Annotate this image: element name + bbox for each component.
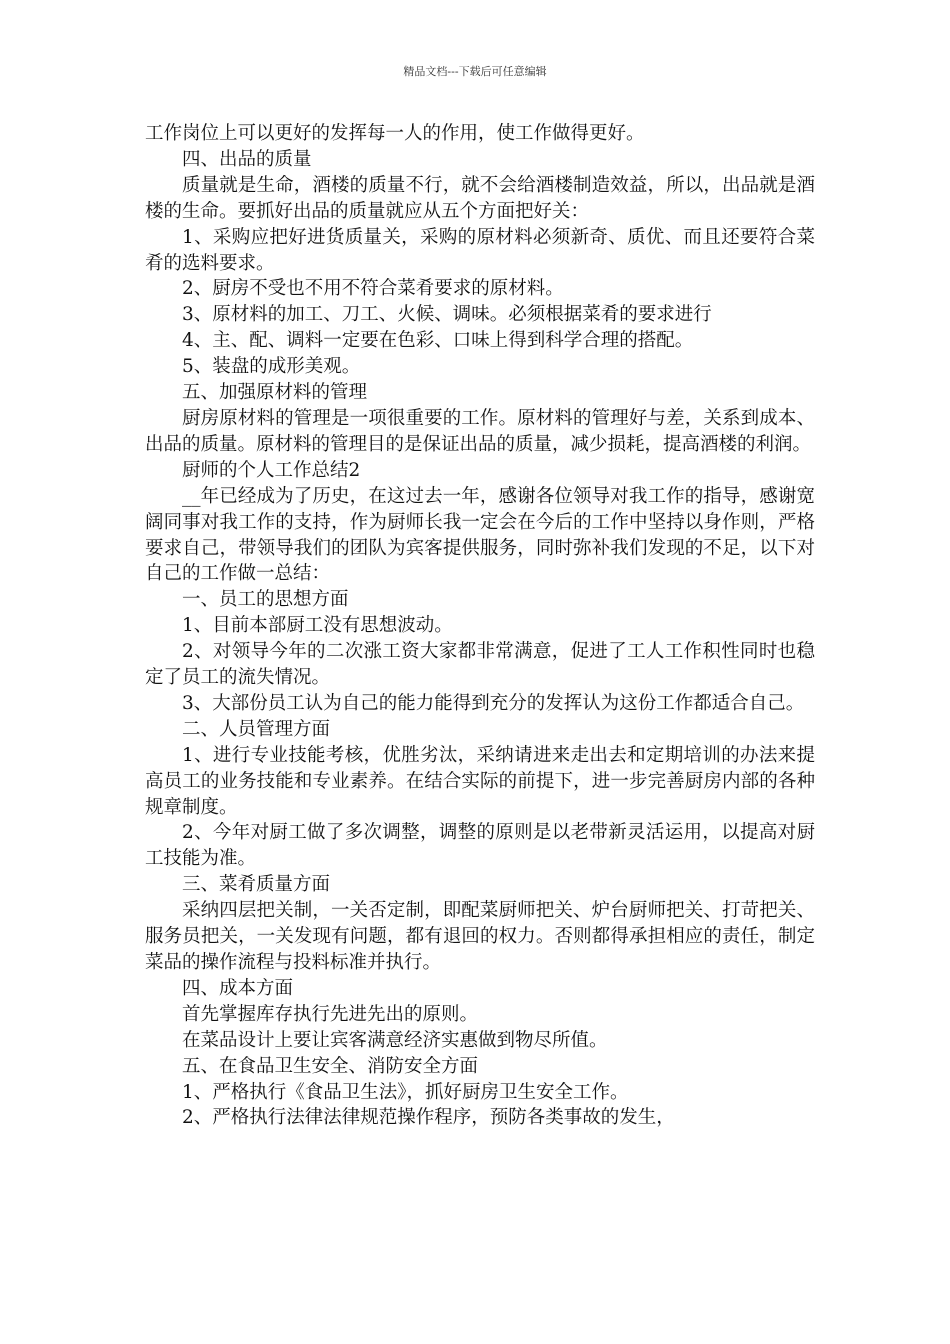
document-body (145, 121, 815, 1131)
paragraph: 2、厨房不受也不用不符合菜肴要求的原材料。 (182, 278, 564, 300)
paragraph: 2、严格执行法律法律规范操作程序，预防各类事故的发生， (182, 1107, 675, 1129)
paragraph: 3、原材料的加工、刀工、火候、调味。必须根据菜肴的要求进行 (182, 304, 712, 326)
paragraph: 厨房原材料的管理是一项很重要的工作。原材料的管理好与差，关系到成本、出品的质量。原材料的管理目的是保证出品的质量，减少损耗，提高酒楼的利润。 (145, 407, 815, 455)
paragraph: 2、今年对厨工做了多次调整，调整的原则是以老带新灵活运用，以提高对厨工技能为准。 (145, 822, 815, 870)
paragraph: 1、目前本部厨工没有思想波动。 (182, 615, 453, 637)
paragraph: 四、出品的质量 (182, 148, 312, 170)
paragraph: 采纳四层把关制，一关否定制，即配菜厨师把关、炉台厨师把关、打苛把关、服务员把关，一关发现有问题，都有退回的权力。否则都得承担相应的责任，制定菜品的操作流程与投料标准并执行。 (145, 900, 815, 973)
paragraph: 1、严格执行《食品卫生法》，抓好厨房卫生安全工作。 (182, 1081, 629, 1103)
paragraph: 2、对领导今年的二次涨工资大家都非常满意，促进了工人工作积性同时也稳定了员工的流失情况。 (145, 641, 815, 689)
paragraph: 首先掌握库存执行先进先出的原则。 (182, 1003, 479, 1025)
paragraph: 4、主、配、调料一定要在色彩、口味上得到科学合理的搭配。 (182, 330, 694, 352)
paragraph: 工作岗位上可以更好的发挥每一人的作用，使工作做得更好。 (145, 123, 645, 144)
paragraph: 五、加强原材料的管理 (182, 382, 368, 404)
paragraph: 五、在食品卫生安全、消防安全方面 (182, 1055, 479, 1077)
paragraph: 3、大部份员工认为自己的能力能得到充分的发挥认为这份工作都适合自己。 (182, 692, 805, 714)
paragraph: 厨师的个人工作总结2 (182, 459, 361, 481)
paragraph: 三、菜肴质量方面 (182, 874, 331, 896)
paragraph: __年已经成为了历史，在这过去一年，感谢各位领导对我工作的指导，感谢宽阔同事对我工作的支持，作为厨师长我一定会在今后的工作中坚持以身作则，严格要求自己，带领导我们的团队为宾客提供服务，同时弥补我们发现的不足，以下对自己的工作做一总结： (145, 485, 815, 585)
paragraph: 一、员工的思想方面 (182, 589, 349, 611)
paragraph: 1、进行专业技能考核，优胜劣汰，采纳请进来走出去和定期培训的办法来提高员工的业务技能和专业素养。在结合实际的前提下，进一步完善厨房内部的各种规章制度。 (145, 744, 815, 818)
paragraph: 5、装盘的成形美观。 (182, 356, 361, 378)
paragraph: 1、采购应把好进货质量关，采购的原材料必须新奇、质优、而且还要符合菜肴的选料要求。 (145, 226, 815, 274)
paragraph: 四、成本方面 (182, 977, 294, 999)
paragraph: 在菜品设计上要让宾客满意经济实惠做到物尽所值。 (182, 1029, 608, 1051)
paragraph: 质量就是生命，酒楼的质量不行，就不会给酒楼制造效益，所以，出品就是酒楼的生命。要抓好出品的质量就应从五个方面把好关： (145, 174, 815, 222)
paragraph: 二、人员管理方面 (182, 718, 331, 740)
page-header: 精品文档---下载后可任意编辑 (403, 65, 547, 78)
